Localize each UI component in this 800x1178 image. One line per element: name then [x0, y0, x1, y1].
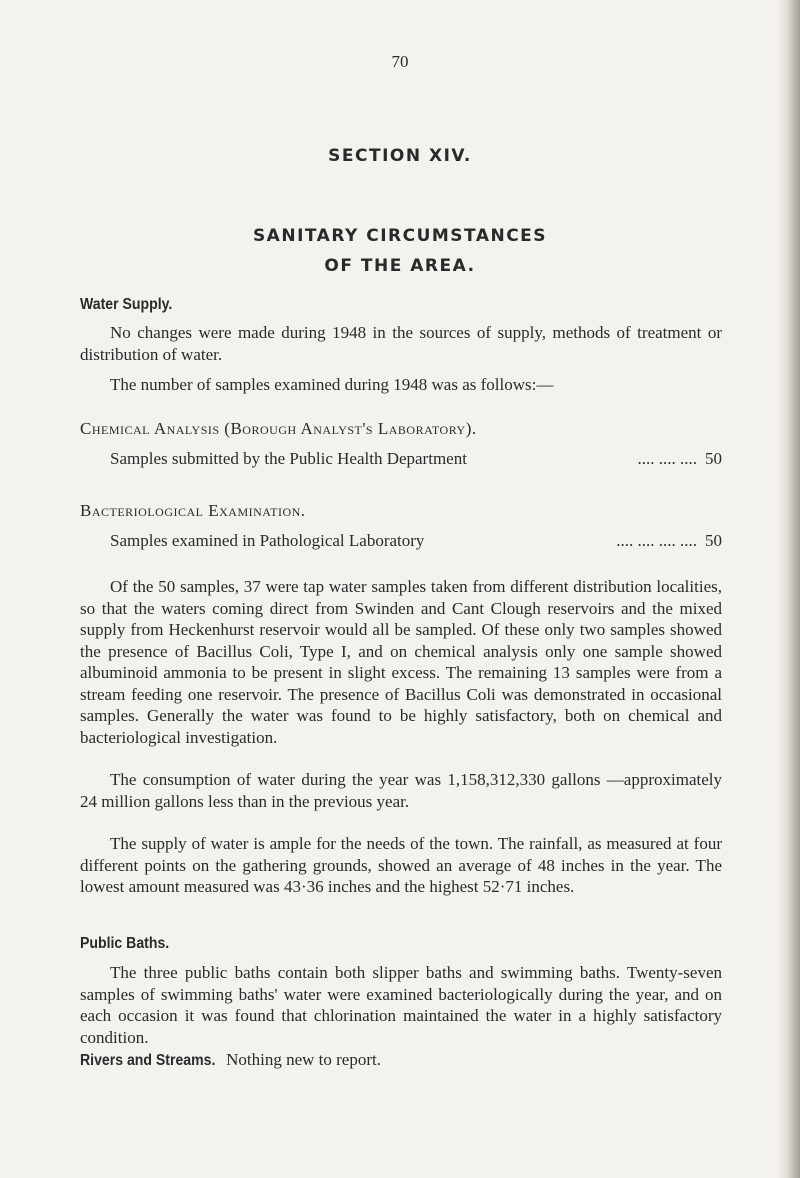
rivers-streams-line	[80, 1050, 381, 1070]
page-edge-shadow	[778, 0, 800, 1178]
water-supply-para-3	[80, 576, 722, 748]
water-supply-para-4-text: The consumption of water during the year was 1,158,312,330 gallons —approximately 24 million gallons less than in the previous year.	[80, 770, 722, 811]
water-supply-para-2	[80, 374, 722, 396]
bacteriological-heading: Bacteriological Examination.	[80, 501, 306, 520]
water-supply-heading: Water Supply.	[80, 296, 173, 313]
chemical-analysis-heading: Chemical Analysis (Borough Analyst's Laboratory).	[80, 419, 477, 438]
chemical-samples-leader: .... .... ....	[637, 449, 697, 468]
title-line-1: SANITARY CIRCUMSTANCES	[252, 226, 548, 246]
bacteriological-samples-leader: .... .... .... ....	[616, 531, 697, 550]
water-supply-para-5-text: The supply of water is ample for the needs of the town. The rainfall, as measured at four different points on the gathering grounds, showed an average of 48 inches in the year. The lowest amount measured was 43·36 inches and the highest 52·71 inches.	[80, 834, 722, 896]
water-supply-para-3-text: Of the 50 samples, 37 were tap water samples taken from different distribution localities, so that the waters coming direct from Swinden and Cant Clough reservoirs and the mixed supply from Heckenhurst reservoir would all be sampled. Of these only two samples showed the presence of Bacillus Coli, Type I, and on chemical analysis only one sample showed albuminoid ammonia to be present in slight excess. The remaining 13 samples were from a stream feeding one reservoir. The presence of Bacillus Coli was demonstrated in occasional samples. Generally the water was found to be highly satisfactory, both on chemical and bacteriological investigation.	[80, 577, 722, 747]
page-number: 70	[391, 52, 409, 71]
water-supply-para-4	[80, 769, 722, 812]
water-supply-para-1	[80, 322, 722, 365]
water-supply-para-2-text: The number of samples examined during 1948 was as follows:—	[110, 375, 554, 394]
public-baths-heading: Public Baths.	[80, 935, 170, 952]
public-baths-para-text: The three public baths contain both slipper baths and swimming baths. Twenty-seven samples of swimming baths' water were examined bacteriologically during the year, and on each occasion it was found that chlorination maintained the water in a highly satisfactory condition.	[80, 963, 722, 1047]
rivers-streams-text: Nothing new to report.	[226, 1050, 381, 1069]
public-baths-para	[80, 962, 722, 1048]
chemical-samples-label: Samples submitted by the Public Health Department	[110, 449, 467, 468]
chemical-samples-row	[110, 449, 722, 469]
water-supply-para-1-text: No changes were made during 1948 in the sources of supply, methods of treatment or distribution of water.	[80, 323, 722, 364]
water-supply-para-5	[80, 833, 722, 898]
bacteriological-samples-row	[110, 531, 722, 551]
chemical-samples-value: 50	[705, 449, 722, 468]
bacteriological-samples-value: 50	[705, 531, 722, 550]
title-line-2: OF THE AREA.	[324, 256, 476, 276]
bacteriological-samples-label: Samples examined in Pathological Laboratory	[110, 531, 425, 550]
section-heading: SECTION XIV.	[328, 146, 472, 166]
rivers-streams-heading: Rivers and Streams.	[80, 1052, 216, 1069]
